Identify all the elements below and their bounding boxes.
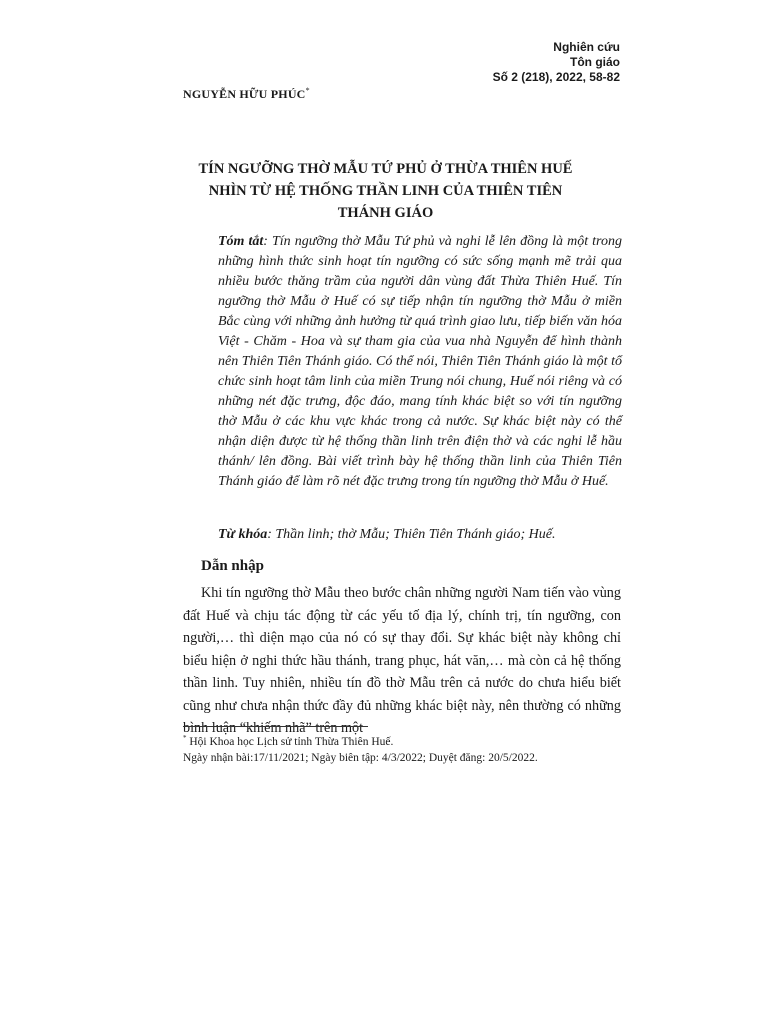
keywords-text: : Thần linh; thờ Mẫu; Thiên Tiên Thánh giáo; Huế. — [267, 527, 556, 542]
title-line-2: NHÌN TỪ HỆ THỐNG THẦN LINH CỦA THIÊN TIÊN — [208, 183, 563, 199]
footnote-divider — [183, 726, 368, 727]
section-heading: Dẫn nhập — [201, 558, 264, 574]
article-title — [183, 158, 588, 224]
footnote-mark: * — [183, 734, 187, 742]
journal-issue: Số 2 (218), 2022, 58-82 — [492, 70, 620, 84]
journal-subject: Tôn giáo — [570, 55, 620, 69]
title-line-1: TÍN NGƯỠNG THỜ MẪU TỨ PHỦ Ở THỪA THIÊN HUẾ — [198, 161, 573, 177]
journal-info — [493, 40, 620, 85]
author-name — [183, 86, 310, 102]
footnote-affiliation-text: Hội Khoa học Lịch sử tỉnh Thừa Thiên Huế. — [186, 735, 394, 748]
author-footnote-mark: * — [305, 86, 310, 95]
abstract — [218, 232, 622, 492]
author-name-text: NGUYỄN HỮU PHÚC — [183, 87, 306, 101]
title-line-3: THÁNH GIÁO — [337, 205, 434, 221]
body-paragraph: Khi tín ngưỡng thờ Mẫu theo bước chân những người Nam tiến vào vùng đất Huế và chịu tác động từ các yếu tố địa lý, chính trị, tín ngưỡng, con người,… thì diện mạo của nó có sự thay đổi. Sự khác biệt này không chỉ biểu hiện ở nghi thức hầu thánh, trang phục, hát văn,… mà còn cả hệ thống thần linh. Tuy nhiên, nhiều tín đồ thờ Mẫu trên cả nước do chưa hiểu biết cũng như chưa nhận thức đầy đủ những khác biệt này, nên thường có những bình luận “khiếm nhã” trên một — [183, 585, 621, 736]
keywords-label: Từ khóa — [218, 527, 268, 542]
keywords — [218, 525, 622, 545]
journal-name: Nghiên cứu — [553, 40, 620, 54]
abstract-text: : Tín ngưỡng thờ Mẫu Tứ phủ và nghi lễ lên đồng là một trong những hình thức sinh hoạt tín ngưỡng có sức sống mạnh mẽ trải qua nhiều bước thăng trầm của người dân vùng đất Thừa Thiên Huế. Tín ngưỡng thờ Mẫu ở Huế có sự tiếp nhận tín ngưỡng thờ Mẫu ở miền Bắc cùng với những ảnh hưởng từ quá trình giao lưu, tiếp biến văn hóa Việt - Chăm - Hoa và sự tham gia của vua nhà Nguyễn để hình thành nên Thiên Tiên Thánh giáo. Có thể nói, Thiên Tiên Thánh giáo là một tổ chức sinh hoạt tâm linh của miền Trung nói chung, Huế nói riêng và có những nét đặc trưng, độc đáo, mang tính khác biệt so với tín ngưỡng thờ Mẫu ở các khu vực khác trong cả nước. Sự khác biệt này có thể nhận diện được từ hệ thống thần linh trên điện thờ và các nghi lễ hầu thánh/ lên đồng. Bài viết trình bày hệ thống thần linh của Thiên Tiên Thánh giáo để làm rõ nét đặc trưng trong tín ngưỡng thờ Mẫu ở Huế. — [218, 234, 622, 489]
footnote-affiliation — [183, 730, 623, 750]
footnotes — [183, 730, 623, 766]
footnote-dates: Ngày nhận bài:17/11/2021; Ngày biên tập: 4/3/2022; Duyệt đăng: 20/5/2022. — [183, 751, 538, 764]
abstract-label: Tóm tắt — [218, 234, 264, 249]
